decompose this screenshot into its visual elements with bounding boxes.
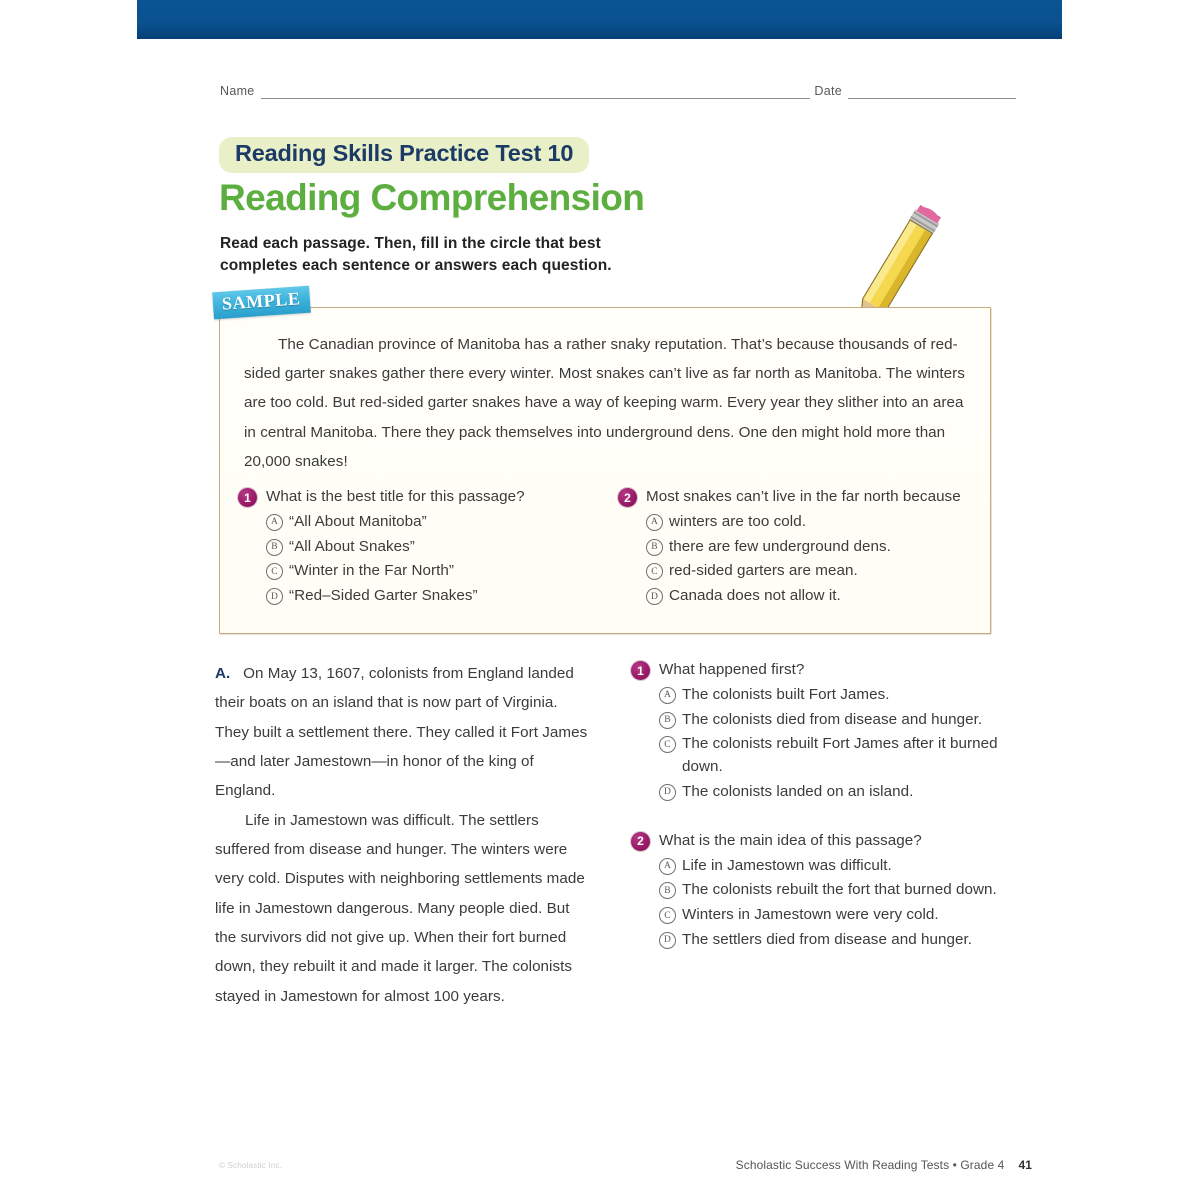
- passage-a-label: A.: [215, 665, 231, 682]
- main-content: [215, 659, 1005, 1011]
- name-input-line[interactable]: [261, 84, 811, 99]
- choice-label: Canada does not allow it.: [669, 587, 841, 605]
- choice-bubble-d[interactable]: D: [266, 588, 283, 605]
- name-date-row: [220, 75, 1020, 99]
- sample-question-column-2: [618, 486, 976, 622]
- choice-label: “All About Snakes”: [289, 537, 415, 555]
- choice-bubble-d[interactable]: D: [659, 932, 676, 949]
- question-header: [631, 830, 1003, 853]
- choice-label: The colonists rebuilt Fort James after it burned down.: [682, 735, 998, 776]
- choice-option[interactable]: [659, 733, 1003, 779]
- choice-bubble-a[interactable]: A: [266, 514, 283, 531]
- choice-option[interactable]: [659, 684, 1003, 707]
- choice-bubble-b[interactable]: B: [266, 539, 283, 556]
- choice-option[interactable]: [646, 536, 976, 559]
- date-label: Date: [814, 84, 842, 98]
- question-text: What happened first?: [659, 661, 805, 678]
- questions-column: [631, 659, 1003, 1011]
- top-blue-bar: [137, 0, 1062, 39]
- choice-option[interactable]: [659, 929, 1003, 952]
- question-number-badge: 1: [238, 488, 257, 507]
- choice-bubble-a[interactable]: A: [646, 514, 663, 531]
- footer-page-number: 41: [1018, 1158, 1032, 1172]
- choice-bubble-d[interactable]: D: [659, 784, 676, 801]
- choice-label: “Winter in the Far North”: [289, 562, 454, 580]
- passage-a-paragraph-2: Life in Jamestown was difficult. The settlers suffered from disease and hunger. The winters were very cold. Disputes with neighboring settlements made life in Jamestown dangerous. Many people died. But the survivors did not give up. When their fort burned down, they rebuilt it and made it larger. The colonists stayed in Jamestown for almost 100 years.: [215, 811, 585, 1005]
- choice-label: “All About Manitoba”: [289, 512, 427, 530]
- choice-option[interactable]: [659, 904, 1003, 927]
- question-block: [618, 486, 976, 608]
- choice-option[interactable]: [646, 560, 976, 583]
- worksheet-sheet: [137, 39, 1062, 1200]
- choice-option[interactable]: [659, 879, 1003, 902]
- choice-list: [646, 511, 976, 608]
- choice-label: there are few underground dens.: [669, 537, 891, 555]
- question-text: Most snakes can’t live in the far north because: [646, 488, 961, 505]
- choice-option[interactable]: [646, 585, 976, 608]
- sample-passage-text: The Canadian province of Manitoba has a rather snaky reputation. That’s because thousands of red-sided garter snakes gather there every winter. Most snakes can’t live as far north as Manitoba. The winters are too cold. But red-sided garter snakes have a way of keeping warm. Every year they slither into an area in central Manitoba. There they pack themselves into underground dens. One den might hold more than 20,000 snakes!: [244, 336, 965, 470]
- page-title: Reading Comprehension: [219, 177, 645, 218]
- choice-label: Life in Jamestown was difficult.: [682, 856, 892, 874]
- choice-option[interactable]: [266, 511, 596, 534]
- question-block: [631, 830, 1003, 952]
- question-number-badge: 2: [618, 488, 637, 507]
- sample-question-column-1: [238, 486, 596, 622]
- choice-label: winters are too cold.: [669, 512, 806, 530]
- instructions-text: Read each passage. Then, fill in the circle that best completes each sentence or answers each question.: [220, 235, 612, 275]
- question-number-badge: 2: [631, 832, 650, 851]
- choice-bubble-b[interactable]: B: [659, 712, 676, 729]
- passage-a-text-1: On May 13, 1607, colonists from England landed their boats on an island that is now part of Virginia. They built a settlement there. They called it Fort James—and later Jamestown—in honor of the king of England.: [215, 665, 588, 800]
- choice-option[interactable]: [659, 709, 1003, 732]
- choice-list: [659, 855, 1003, 952]
- choice-option[interactable]: [659, 781, 1003, 804]
- choice-label: The colonists died from disease and hunger.: [682, 710, 983, 728]
- choice-label: The settlers died from disease and hunger.: [682, 930, 972, 948]
- test-eyebrow-pill: [219, 137, 589, 173]
- name-label: Name: [220, 84, 255, 98]
- choice-bubble-b[interactable]: B: [646, 539, 663, 556]
- question-header: [238, 486, 596, 509]
- choice-option[interactable]: [266, 560, 596, 583]
- question-block: [631, 659, 1003, 804]
- sample-passage-box: [219, 307, 991, 634]
- passage-column: [215, 659, 595, 1011]
- choice-bubble-c[interactable]: C: [266, 563, 283, 580]
- choice-list: [266, 511, 596, 608]
- question-text: What is the best title for this passage?: [266, 488, 525, 505]
- question-header: [631, 659, 1003, 682]
- choice-label: red-sided garters are mean.: [669, 562, 858, 580]
- choice-label: Winters in Jamestown were very cold.: [682, 906, 939, 924]
- choice-option[interactable]: [266, 536, 596, 559]
- choice-list: [659, 684, 1003, 804]
- choice-bubble-a[interactable]: A: [659, 858, 676, 875]
- choice-bubble-c[interactable]: C: [659, 736, 676, 753]
- question-header: [618, 486, 976, 509]
- choice-label: “Red–Sided Garter Snakes”: [289, 587, 478, 605]
- choice-bubble-a[interactable]: A: [659, 687, 676, 704]
- footer-copyright: © Scholastic Inc.: [219, 1161, 283, 1170]
- sample-badge-label: SAMPLE: [221, 288, 302, 314]
- test-eyebrow-label: Reading Skills Practice Test 10: [235, 140, 574, 166]
- choice-bubble-c[interactable]: C: [659, 907, 676, 924]
- sample-question-columns: [238, 486, 978, 622]
- choice-label: The colonists built Fort James.: [682, 685, 890, 703]
- footer-meta: [736, 1158, 1032, 1172]
- question-block: [238, 486, 596, 608]
- choice-bubble-d[interactable]: D: [646, 588, 663, 605]
- choice-label: The colonists landed on an island.: [682, 782, 914, 800]
- question-number-badge: 1: [631, 661, 650, 680]
- question-text: What is the main idea of this passage?: [659, 831, 922, 849]
- footer-source: Scholastic Success With Reading Tests • Grade 4: [735, 1158, 1005, 1172]
- choice-bubble-b[interactable]: B: [659, 882, 676, 899]
- date-input-line[interactable]: [848, 84, 1016, 99]
- passage-a-paragraph-1: [215, 659, 595, 806]
- choice-option[interactable]: [266, 585, 596, 608]
- choice-bubble-c[interactable]: C: [646, 563, 663, 580]
- choice-option[interactable]: [659, 855, 1003, 878]
- choice-label: The colonists rebuilt the fort that burned down.: [682, 881, 997, 899]
- choice-option[interactable]: [646, 511, 976, 534]
